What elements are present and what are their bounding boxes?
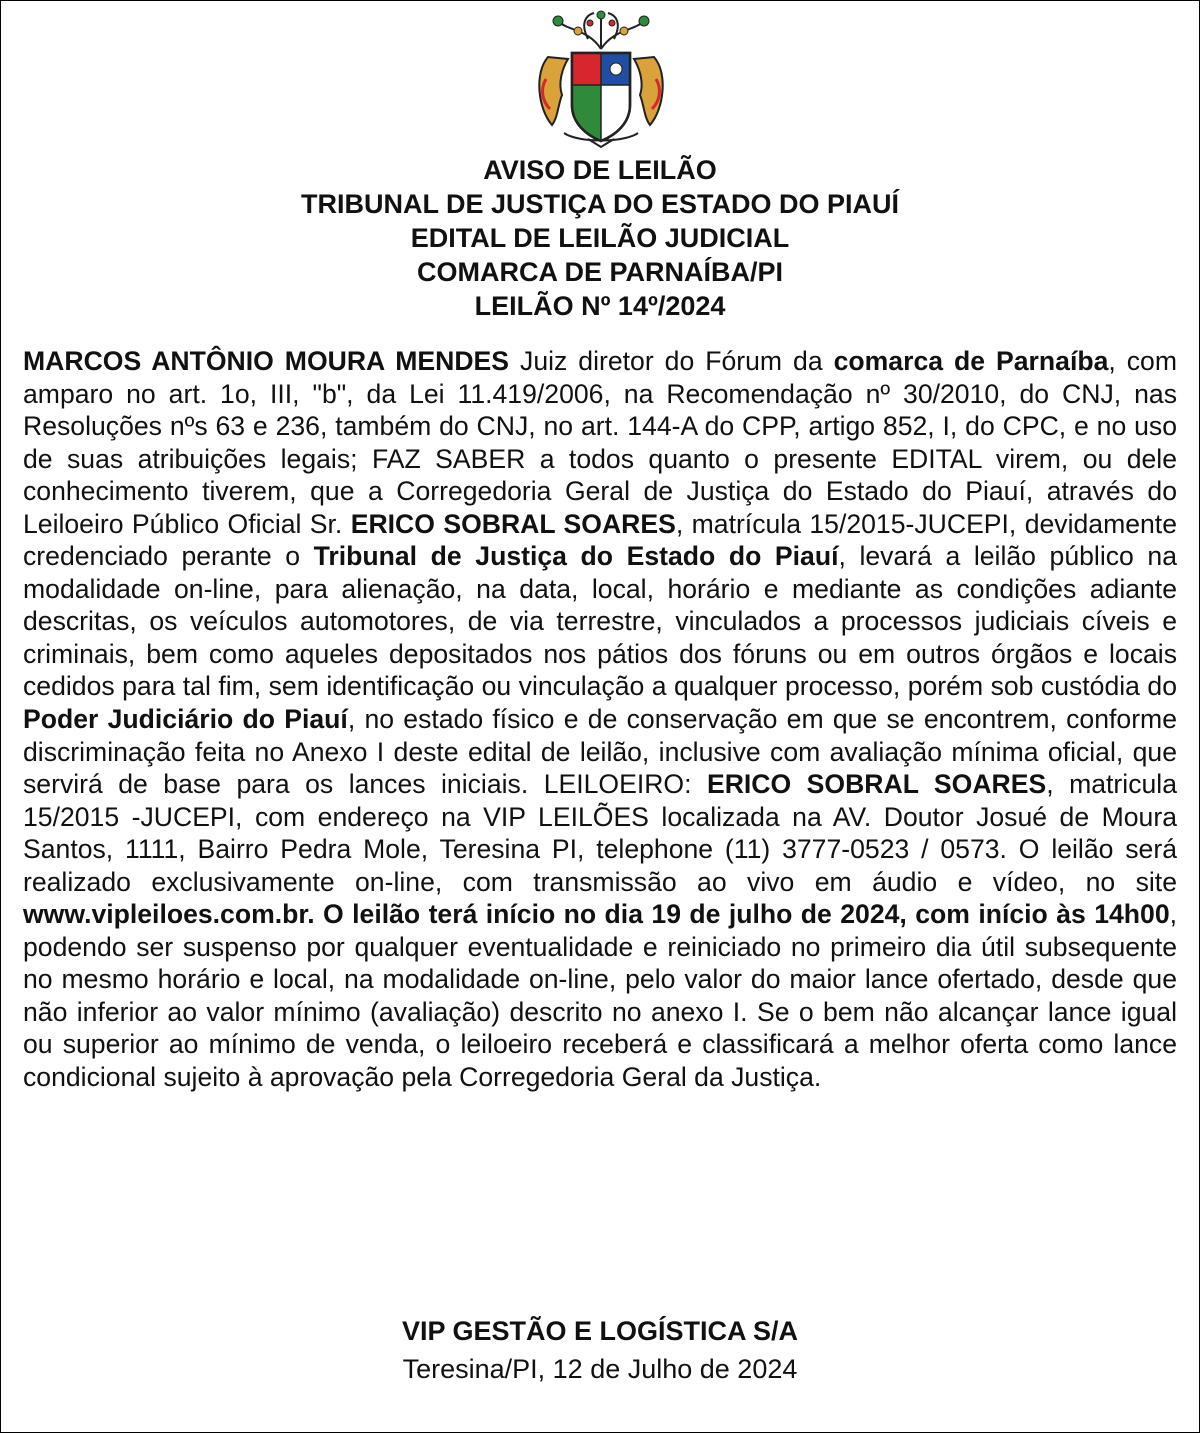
- notice-body: [23, 345, 1177, 1094]
- auction-number: LEILÃO Nº 14º/2024: [474, 291, 726, 321]
- body-segment: Juiz diretor do Fórum da: [509, 346, 834, 376]
- body-segment: , matrícula 15/2015-JUCEPI, devidamente credenciado perante o: [23, 508, 1177, 572]
- edict-type: EDITAL DE LEILÃO JUDICIAL: [410, 223, 790, 253]
- court-name: TRIBUNAL DE JUSTIÇA DO ESTADO DO PIAUÍ: [300, 189, 900, 219]
- coat-of-arms-icon: [528, 9, 674, 149]
- body-segment: , no estado físico e de conservação em que se encontrem, conforme discriminação feita no Anexo I deste edital de leilão, inclusive com avaliação mínima oficial, que servirá de base para os lances iniciais. LEILOEIRO:: [23, 704, 1177, 800]
- judiciary-bold: Poder Judiciário do Piauí: [23, 704, 348, 735]
- company-name: VIP GESTÃO E LOGÍSTICA S/A: [401, 1316, 799, 1346]
- body-segment: , podendo ser suspenso por qualquer eventualidade e reiniciado no primeiro dia útil subsequente no mesmo horário e local, na modalidade on-line, pelo valor do maior lance ofertado, desde que não inferior ao valor mínimo (avaliação) descrito no anexo I. Se o bem não alcançar lance igual ou superior ao mínimo de venda, o leiloeiro receberá e classificará a melhor oferta como lance condicional sujeito à aprovação pela Corregedoria Geral da Justiça.: [23, 899, 1177, 1093]
- district-bold: comarca de Parnaíba: [833, 346, 1109, 376]
- auctioneer-name: ERICO SOBRAL SOARES: [350, 508, 676, 539]
- body-segment: , levará a leilão público na modalidade on-line, para alienação, na data, local, horário e mediante as condições adiante descritas, os veículos automotores, de via terrestre, vinculados a processos judiciais cíveis e criminais, bem como aqueles depositados nos pátios dos fóruns ou em outros órgãos e locais cedidos para tal fim, sem identificação ou vinculação a qualquer processo, porém sob custódia do: [23, 541, 1177, 702]
- body-segment: , com amparo no art. 1o, III, "b", da Lei 11.419/2006, na Recomendação nº 30/2010, do CNJ, nas Resoluções nºs 63 e 236, também do CNJ, no art. 144-A do CPP, artigo 852, I, do CPC, e no uso de suas atribuições legais; FAZ SABER a todos quanto o presente EDITAL virem, ou dele conhecimento tiverem, que a Corregedoria Geral de Justiça do Estado do Piauí, através do Leiloeiro Público Oficial Sr.: [23, 346, 1177, 539]
- auctioneer-name-2: ERICO SOBRAL SOARES: [706, 769, 1047, 800]
- court-bold: Tribunal de Justiça do Estado do Piauí: [313, 541, 839, 572]
- district-name: COMARCA DE PARNAÍBA/PI: [416, 257, 783, 287]
- place-date: Teresina/PI, 12 de Julho de 2024: [402, 1354, 798, 1384]
- auction-site-and-date: www.vipleiloes.com.br. O leilão terá início no dia 19 de julho de 2024, com início às 14h00: [23, 899, 1170, 930]
- body-segment: , matricula 15/2015 -JUCEPI, com endereço na VIP LEILÕES localizada na AV. Doutor Josué de Moura Santos, 1111, Bairro Pedra Mole, Teresina PI, telephone (11) 3777-0523 / 0573. O leilão será realizado exclusivamente on-line, com transmissão ao vivo em áudio e vídeo, no site: [23, 769, 1177, 897]
- notice-heading: [21, 153, 1179, 323]
- notice-title: AVISO DE LEILÃO: [483, 155, 717, 185]
- judge-name: MARCOS ANTÔNIO MOURA MENDES: [23, 346, 510, 376]
